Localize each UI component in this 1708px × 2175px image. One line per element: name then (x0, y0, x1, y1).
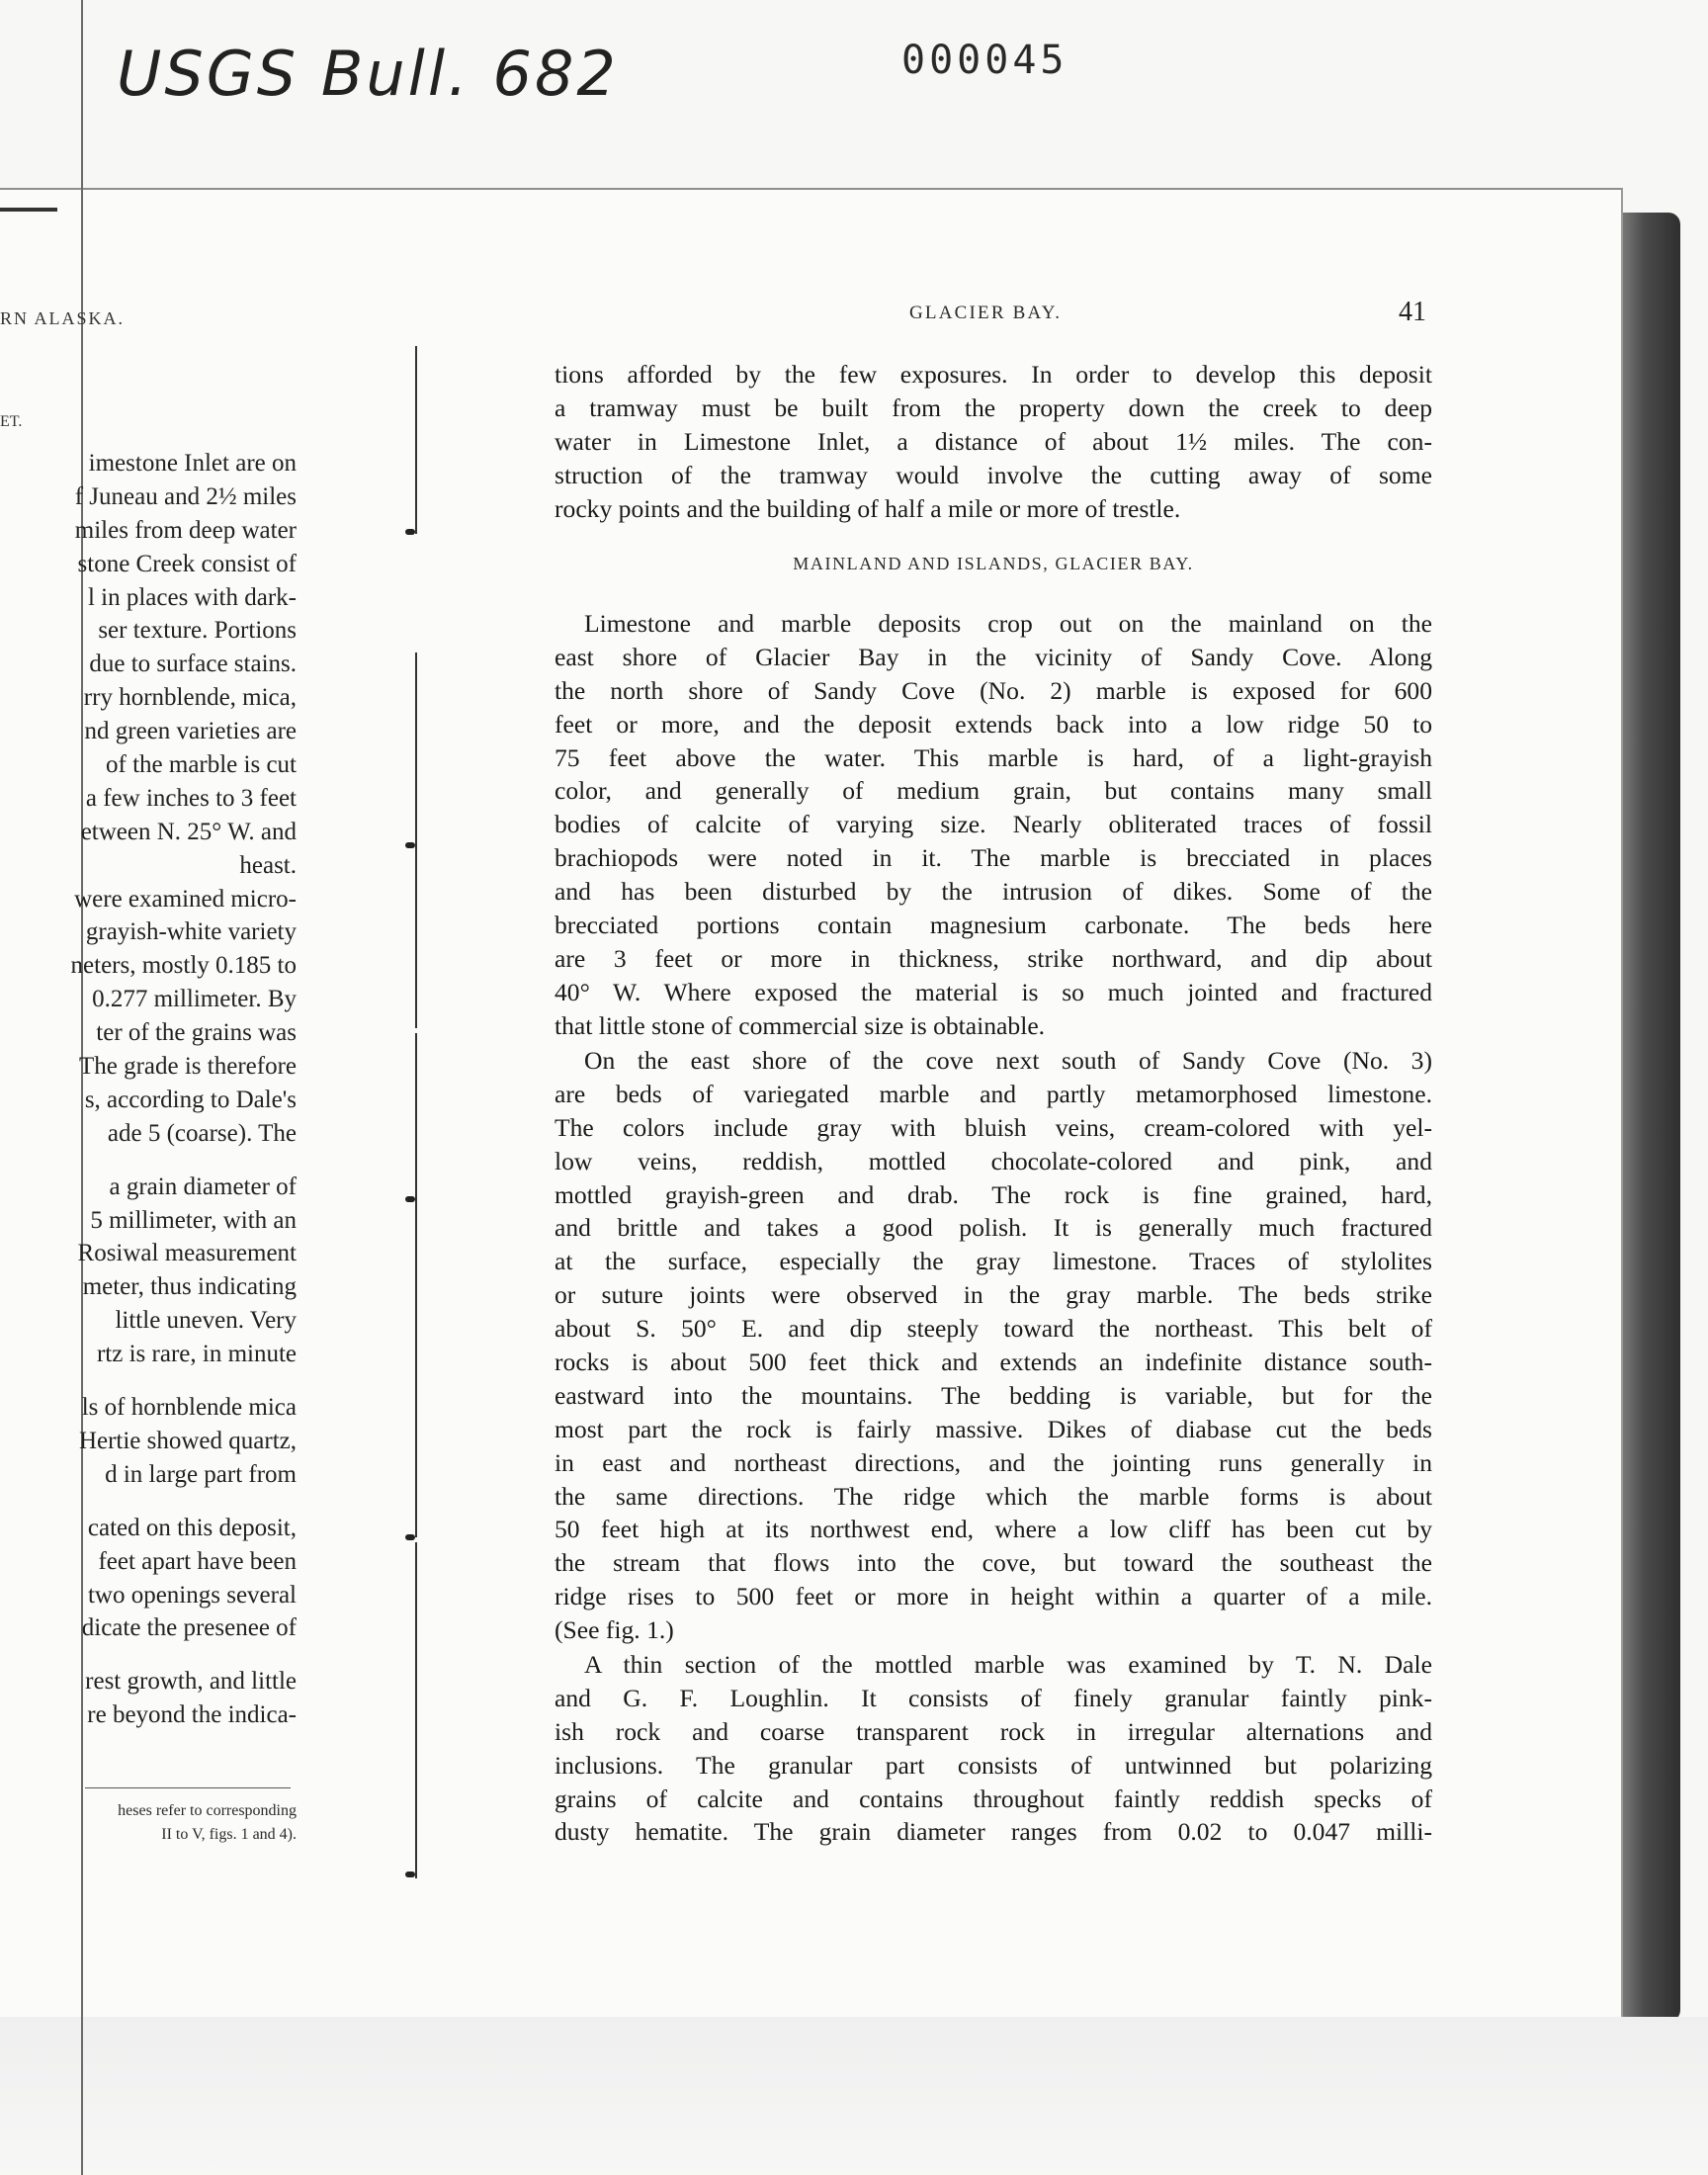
text-line: mottled grayish-green and drab. The rock is fine grained, hard, (555, 1179, 1432, 1209)
text-line: and brittle and takes a good polish. It is generally much fractured (555, 1213, 1432, 1243)
left-line: Rosiwal measurement (77, 1240, 297, 1267)
text-line: brachiopods were noted in it. The marble is brecciated in places (555, 843, 1432, 873)
left-line: little uneven. Very (115, 1307, 297, 1335)
margin-bracket-tick (405, 842, 415, 848)
left-running-head: RN ALASKA. (0, 308, 126, 328)
margin-bracket (415, 1542, 417, 1878)
margin-bracket (415, 346, 417, 534)
footnote-line: heses refer to corresponding (118, 1802, 297, 1819)
margin-bracket (415, 652, 417, 1028)
text-line: (See fig. 1.) (555, 1615, 674, 1645)
footnote-line: II to V, figs. 1 and 4). (161, 1826, 297, 1843)
left-line-gap (0, 1151, 297, 1171)
left-line: dicate the presenee of (81, 1614, 297, 1642)
text-line: in east and northeast directions, and the jointing runs generally in (555, 1447, 1432, 1477)
left-line: Hertie showed quartz, (78, 1427, 297, 1454)
left-line-gap (0, 1371, 297, 1391)
text-line: ridge rises to 500 feet or more in height within a quarter of a mile. (555, 1582, 1432, 1611)
left-line: imestone Inlet are on (88, 450, 297, 477)
text-line: and has been disturbed by the intrusion of dikes. Some of the (555, 877, 1432, 907)
left-footnote (0, 1799, 297, 1847)
left-line: of the marble is cut (106, 751, 297, 779)
left-line: due to surface stains. (89, 651, 297, 678)
page-number: 41 (1399, 297, 1426, 327)
text-line: color, and generally of medium grain, but contains many small (555, 776, 1432, 806)
paragraph-thin-section (555, 1648, 1432, 1849)
left-line: ser texture. Portions (98, 617, 297, 645)
margin-bracket (415, 1201, 417, 1537)
margin-bracket-tick (405, 1196, 415, 1202)
scan-bottom-margin (0, 2017, 1708, 2175)
margin-bracket (415, 1033, 417, 1201)
text-line: or suture joints were observed in the gray marble. The beds strike (555, 1280, 1432, 1310)
left-line: f Juneau and 2½ miles (74, 482, 297, 510)
text-line: Limestone and marble deposits crop out on the mainland on the (584, 609, 1432, 638)
left-line: The grade is therefore (78, 1053, 297, 1081)
text-line: grains of calcite and contains throughout faintly reddish specks of (555, 1784, 1432, 1813)
left-line: d in large part from (105, 1460, 297, 1488)
left-line: heast. (239, 851, 297, 879)
text-line: struction of the tramway would involve the cutting away of some (555, 460, 1432, 489)
left-line: re beyond the indica- (87, 1701, 297, 1729)
left-line: ade 5 (coarse). The (107, 1119, 297, 1147)
left-line: 0.277 millimeter. By (92, 986, 297, 1013)
left-line: feet apart have been (98, 1547, 297, 1575)
running-title: GLACIER BAY. (909, 303, 1063, 323)
left-line: l in places with dark- (87, 583, 297, 611)
left-line: grayish-white variety (85, 918, 297, 946)
text-line: the north shore of Sandy Cove (No. 2) marble is exposed for 600 (555, 675, 1432, 705)
left-line: a few inches to 3 feet (85, 784, 297, 812)
paragraph-cove-south (555, 1044, 1432, 1647)
margin-bracket-tick (405, 1871, 415, 1877)
text-line: bodies of calcite of varying size. Nearly obliterated traces of fossil (555, 810, 1432, 839)
left-line: rest growth, and little (85, 1668, 297, 1696)
text-line: the same directions. The ridge which the marble forms is about (555, 1481, 1432, 1511)
margin-bracket-tick (405, 529, 415, 535)
left-line: etween N. 25° W. and (80, 818, 297, 845)
left-line: a grain diameter of (109, 1173, 297, 1200)
text-line: rocks is about 500 feet thick and extends an indefinite distance south- (555, 1348, 1432, 1377)
opening-paragraph (555, 358, 1432, 525)
left-line: 5 millimeter, with an (90, 1206, 297, 1234)
text-line: 40° W. Where exposed the material is so much jointed and fractured (555, 977, 1432, 1006)
handwritten-annotation: USGS Bull. 682 (117, 38, 619, 110)
left-page-text (0, 447, 297, 1732)
left-line-gap (0, 1492, 297, 1512)
left-line: neters, mostly 0.185 to (70, 952, 297, 980)
text-line: and G. F. Loughlin. It consists of finely granular faintly pink- (555, 1683, 1432, 1712)
text-line: 75 feet above the water. This marble is hard, of a light-grayish (555, 742, 1432, 772)
left-section-fragment: ET. (0, 413, 23, 430)
text-line: low veins, reddish, mottled chocolate-colored and pink, and (555, 1146, 1432, 1175)
left-line: two openings several (87, 1581, 297, 1609)
left-line: s, according to Dale's (84, 1086, 297, 1113)
left-line: ls of hornblende mica (81, 1394, 297, 1422)
text-line: The colors include gray with bluish veins, cream-colored with yel- (555, 1112, 1432, 1142)
text-line: On the east shore of the cove next south of Sandy Cove (No. 3) (584, 1046, 1432, 1075)
left-line: rry hornblende, mica, (83, 684, 297, 712)
text-line: east shore of Glacier Bay in the vicinity of Sandy Cove. Along (555, 642, 1432, 671)
stamp-number: 000045 (901, 38, 1068, 83)
footnote-rule (85, 1787, 291, 1788)
text-line: A thin section of the mottled marble was examined by T. N. Dale (584, 1650, 1432, 1679)
text-line: a tramway must be built from the property down the creek to deep (555, 392, 1432, 422)
text-line: tions afforded by the few exposures. In order to develop this deposit (555, 360, 1432, 389)
left-line: nd green varieties are (84, 718, 297, 745)
left-line: ter of the grains was (96, 1019, 297, 1047)
left-line: meter, thus indicating (82, 1273, 297, 1301)
section-heading: MAINLAND AND ISLANDS, GLACIER BAY. (793, 554, 1194, 573)
left-line: miles from deep water (74, 516, 297, 544)
text-line: at the surface, especially the gray limestone. Traces of stylolites (555, 1247, 1432, 1276)
left-line: cated on this deposit, (87, 1514, 297, 1541)
left-line: were examined micro- (74, 885, 297, 913)
text-line: most part the rock is fairly massive. Dikes of diabase cut the beds (555, 1414, 1432, 1443)
text-line: ish rock and coarse transparent rock in irregular alternations and (555, 1716, 1432, 1746)
margin-bracket-tick (405, 1534, 415, 1540)
text-line: eastward into the mountains. The bedding is variable, but for the (555, 1380, 1432, 1410)
text-line: about S. 50° E. and dip steeply toward the northeast. This belt of (555, 1314, 1432, 1344)
text-line: are beds of variegated marble and partly metamorphosed limestone. (555, 1079, 1432, 1108)
text-line: that little stone of commercial size is obtainable. (555, 1010, 1046, 1040)
text-line: 50 feet high at its northwest end, where a low cliff has been cut by (555, 1515, 1432, 1544)
left-line: rtz is rare, in minute (96, 1341, 297, 1368)
left-line: stone Creek consist of (77, 550, 297, 577)
text-line: brecciated portions contain magnesium carbonate. The beds here (555, 911, 1432, 940)
text-line: rocky points and the building of half a mile or more of trestle. (555, 493, 1181, 523)
left-line-gap (0, 1645, 297, 1665)
text-line: the stream that flows into the cove, but toward the southeast the (555, 1548, 1432, 1578)
left-page-top-mark (0, 208, 57, 212)
text-line: dusty hematite. The grain diameter ranges from 0.02 to 0.047 milli- (555, 1817, 1432, 1847)
text-line: water in Limestone Inlet, a distance of about 1½ miles. The con- (555, 426, 1432, 456)
text-line: inclusions. The granular part consists of untwinned but polarizing (555, 1750, 1432, 1780)
text-line: feet or more, and the deposit extends back into a low ridge 50 to (555, 709, 1432, 739)
paragraph-sandy-cove-north (555, 607, 1432, 1043)
text-line: are 3 feet or more in thickness, strike northward, and dip about (555, 943, 1432, 973)
